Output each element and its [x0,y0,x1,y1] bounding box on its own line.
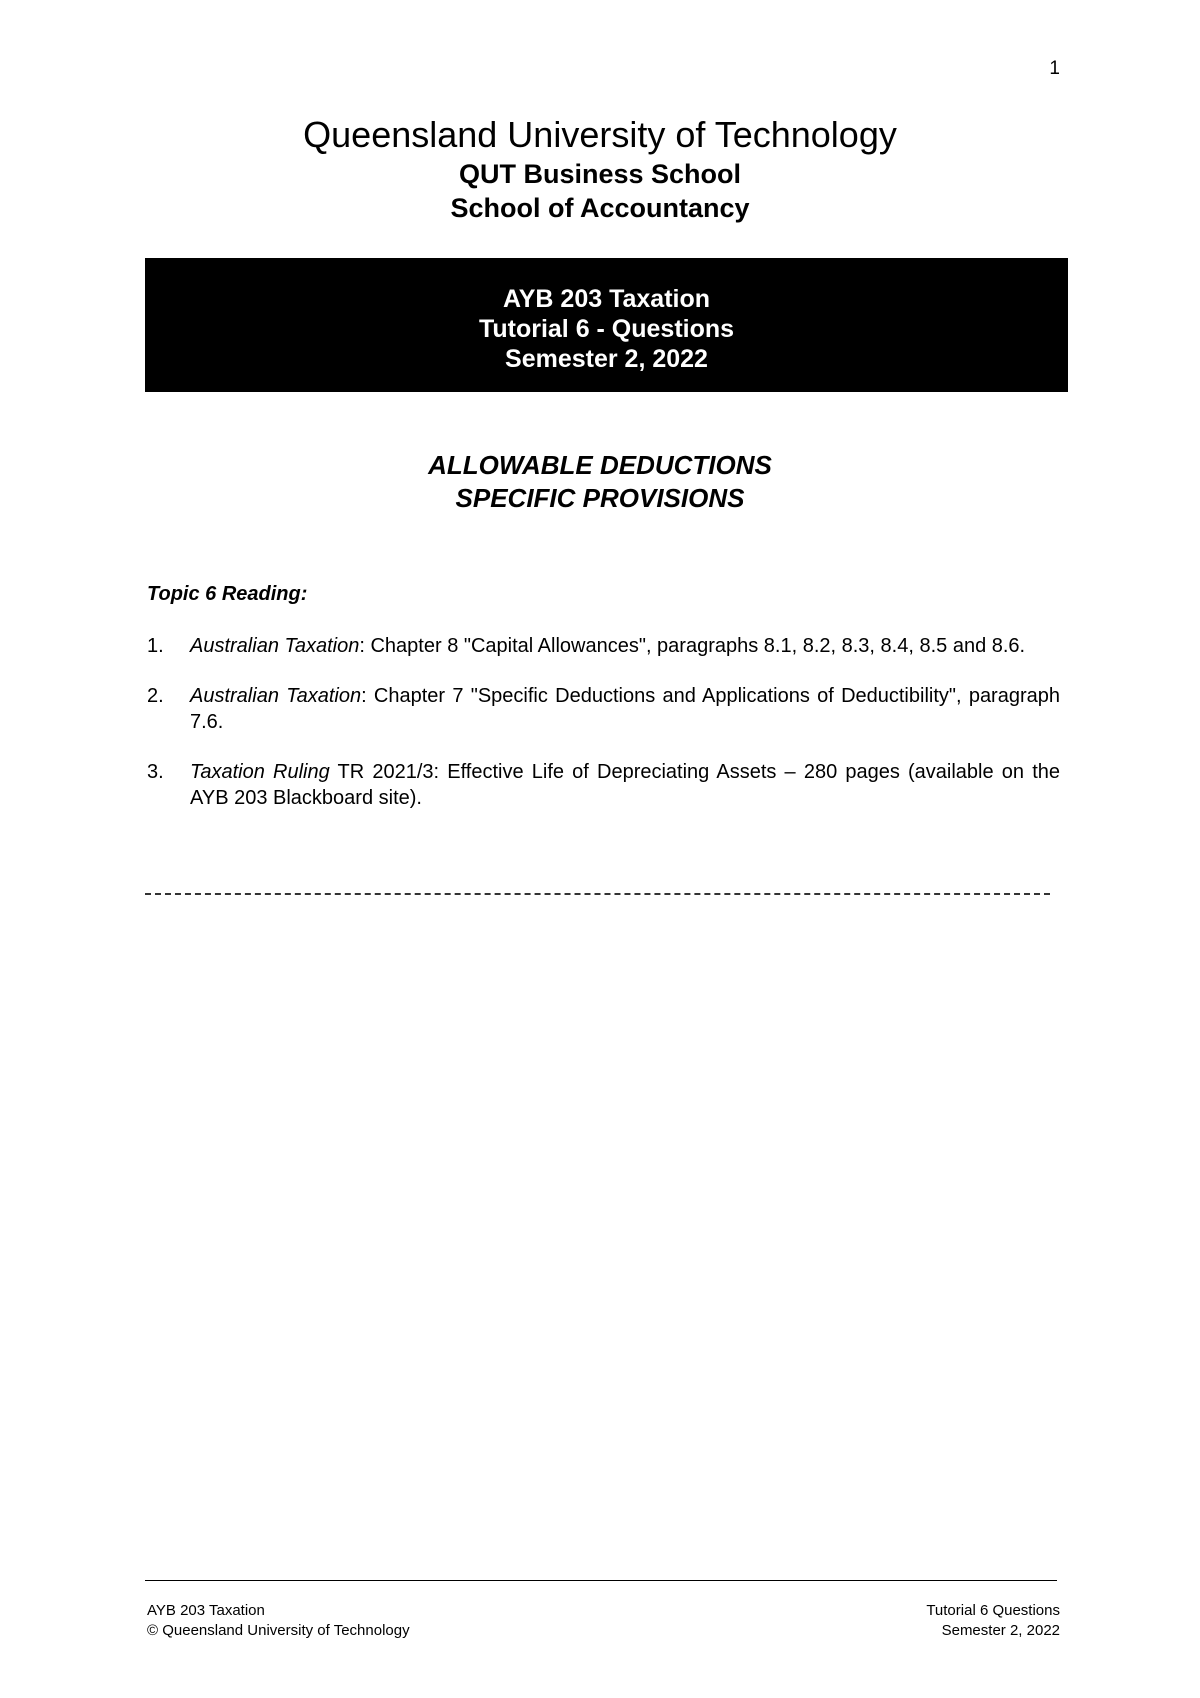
topic-heading [0,449,1200,515]
reading-source: Taxation Ruling [190,761,330,783]
department-name: School of Accountancy [450,193,750,223]
footer-tutorial: Tutorial 6 Questions [926,1602,1060,1619]
document-header [0,113,1200,225]
semester-title: Semester 2, 2022 [505,345,708,373]
reading-text: TR 2021/3: Effective Life of Depreciating Assets – 280 pages (available on the AYB 203 Blackboard site). [190,761,1060,809]
footer-copyright: © Queensland University of Technology [147,1622,410,1639]
reading-source: Australian Taxation [190,635,360,657]
school-name: QUT Business School [458,159,742,189]
reading-list [147,633,1060,835]
title-banner [145,258,1068,392]
footer-unit: AYB 203 Taxation [147,1602,265,1619]
topic-line-2: SPECIFIC PROVISIONS [455,483,745,513]
list-item [147,759,1060,811]
list-item-number: 2. [147,685,164,707]
footer-left [147,1601,410,1641]
university-name: Queensland University of Technology [303,114,897,155]
reading-text: : Chapter 8 "Capital Allowances", paragraphs 8.1, 8.2, 8.3, 8.4, 8.5 and 8.6. [359,635,1026,657]
footer-right [820,1601,1060,1641]
tutorial-title: Tutorial 6 - Questions [478,315,735,343]
reading-text: : Chapter 7 "Specific Deductions and Applications of Deductibility", paragraph 7.6. [190,685,1060,733]
page-number: 1 [1049,58,1060,79]
reading-title: Topic 6 Reading: [147,583,308,605]
list-item-number: 1. [147,635,164,657]
dashed-separator [145,893,1050,895]
unit-title: AYB 203 Taxation [502,285,711,313]
footer-semester: Semester 2, 2022 [941,1622,1060,1639]
reading-source: Australian Taxation [190,685,362,707]
list-item-number: 3. [147,761,164,783]
footer-divider [145,1580,1057,1581]
topic-line-1: ALLOWABLE DEDUCTIONS [428,450,772,480]
list-item [147,683,1060,735]
list-item [147,633,1060,659]
